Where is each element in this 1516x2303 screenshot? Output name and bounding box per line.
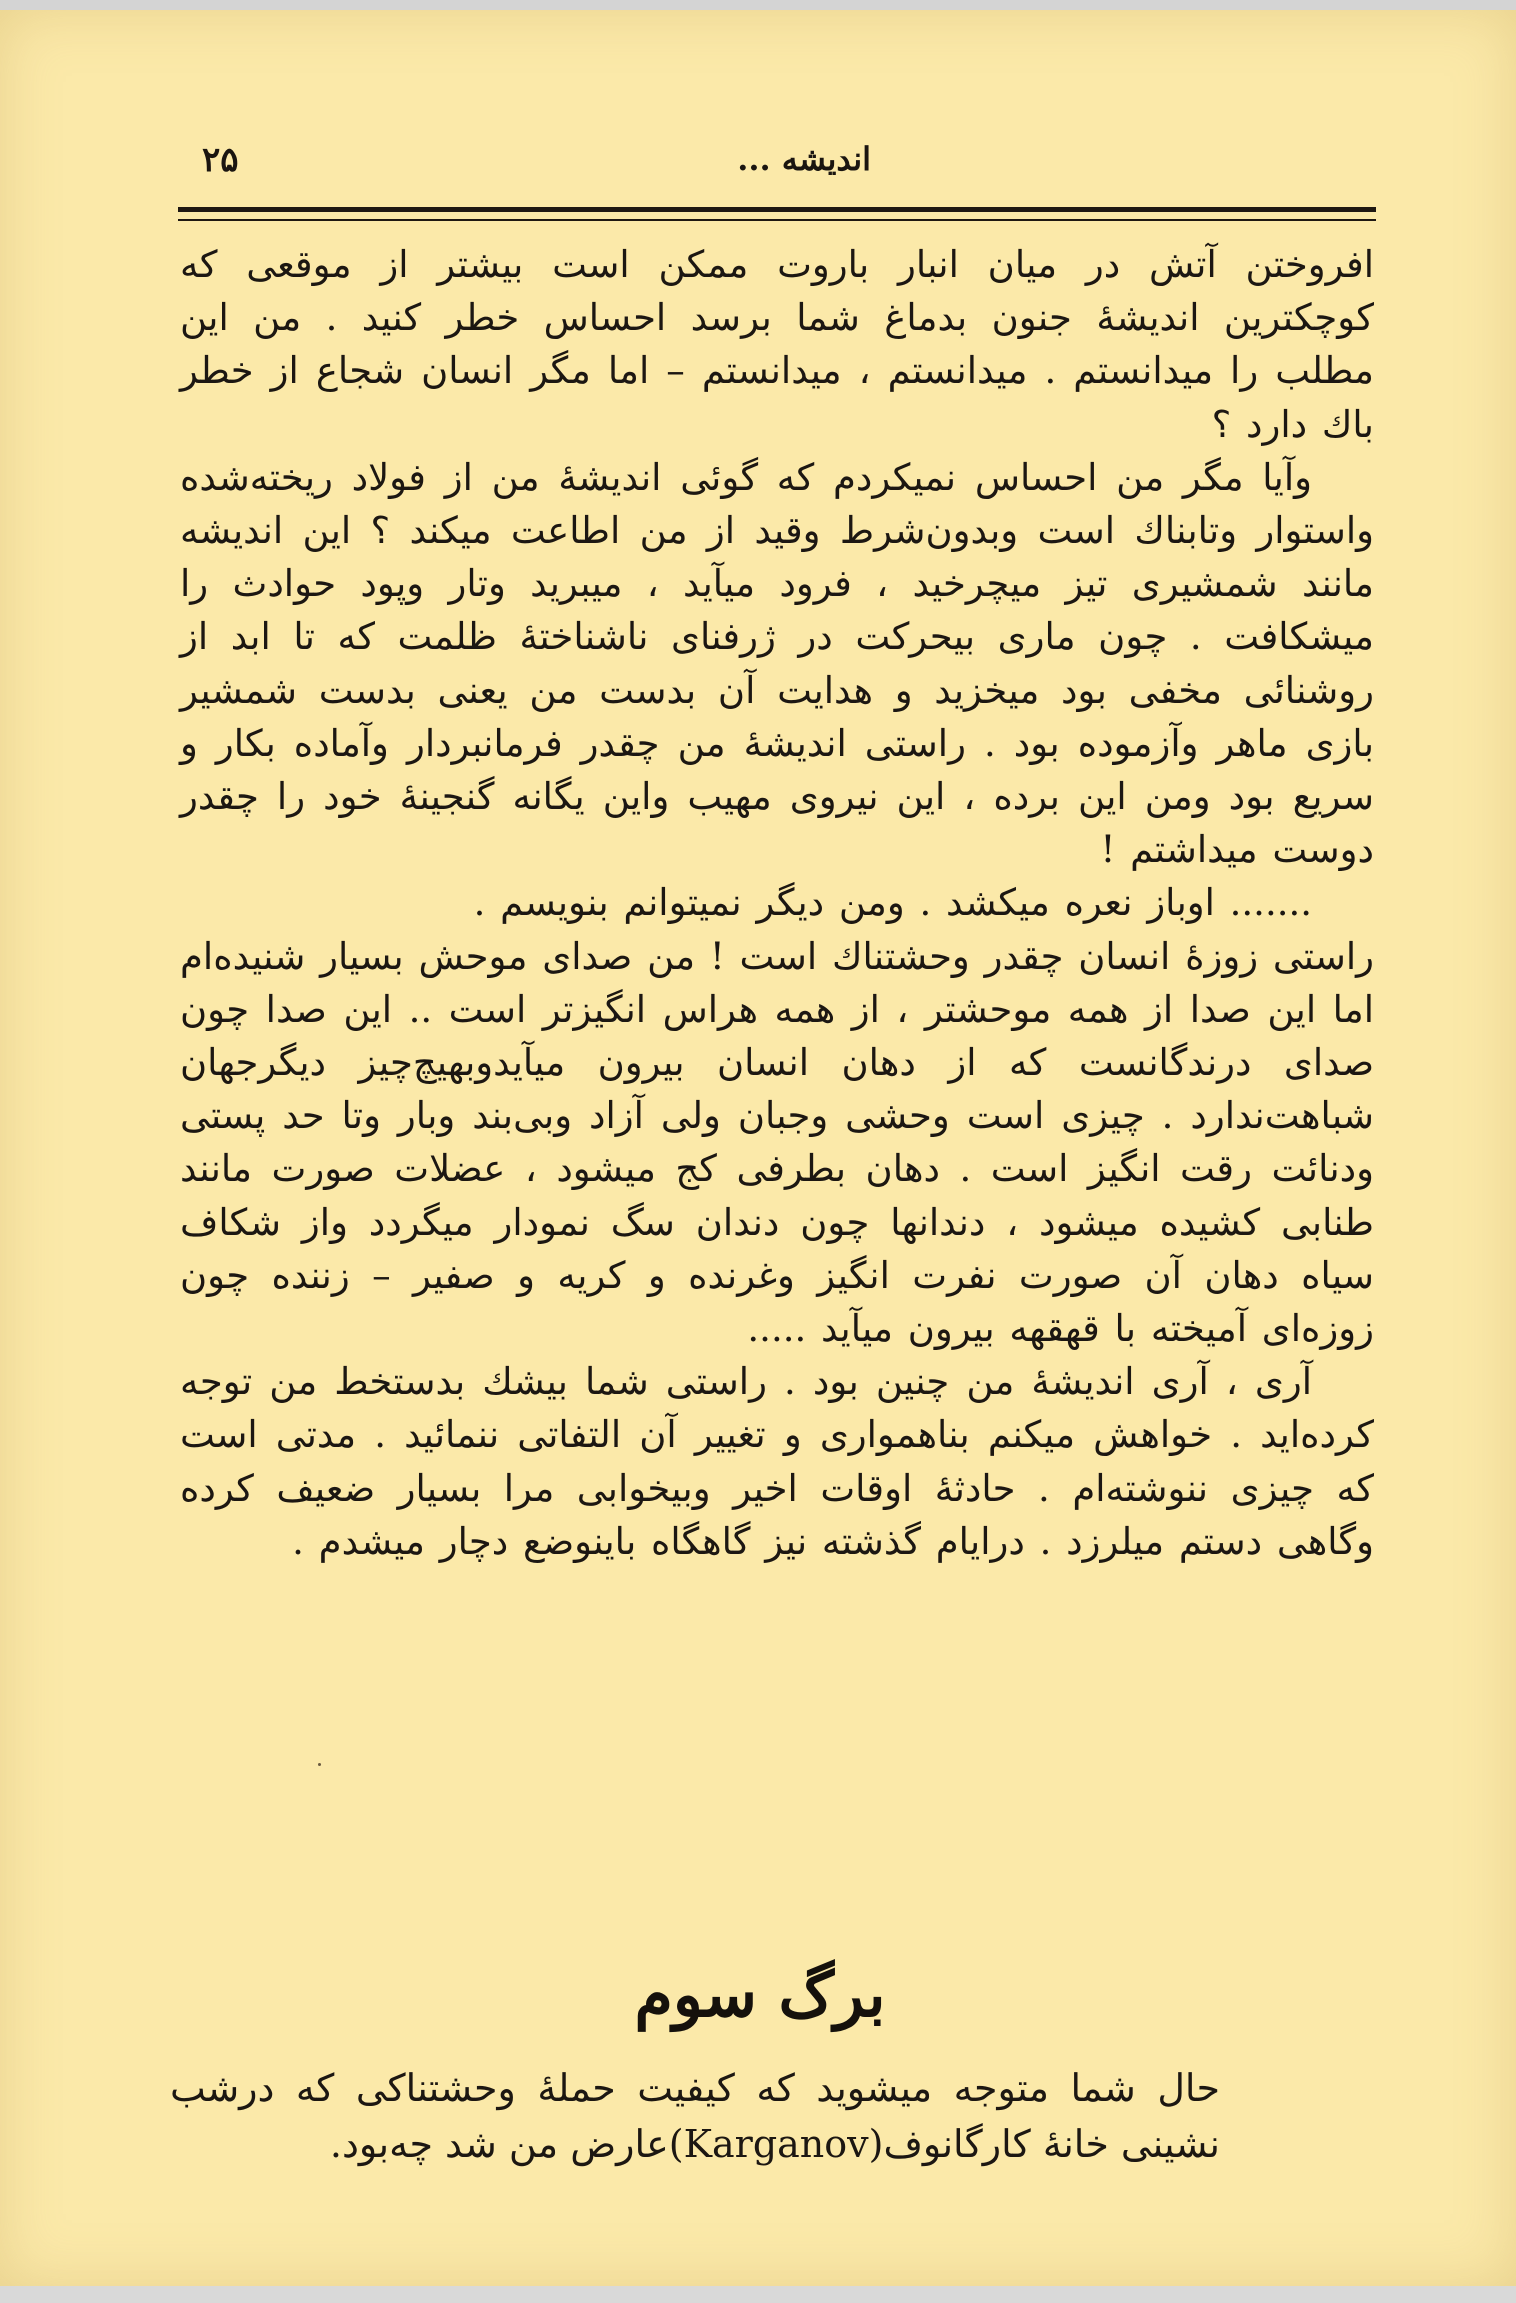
ink-speck (318, 1763, 321, 1766)
header-rule-thin (178, 219, 1376, 221)
scan-border-bottom (0, 2286, 1516, 2303)
paragraph: حال شما متوجه میشوید که کیفیت حملهٔ وحشتناکی که درشب نشینی خانهٔ کارگانوف(Karganov)عارض من شد چه‌بود. (170, 2066, 1220, 2166)
paragraph: ....... اوباز نعره میکشد . ومن دیگر نمیتوانم بنویسم . (473, 881, 1312, 925)
paragraph: آری ، آری اندیشهٔ من چنین بود . راستی شما بیشك بدستخط من توجه کرده‌اید . خواهش میکنم بناهمواری و تغییر آن التفاتی ننمائید . مدتی است که چیزی ننوشته‌ام . حادثهٔ اوقات اخیر وبیخوابی مرا بسیار ضعیف کرده وگاهی دستم میلرزد . درایام گذشته نیز گاهگاه باینوضع دچار میشدم . (180, 1360, 1374, 1563)
body-text (180, 238, 1374, 1568)
paragraph: افروختن آتش در میان انبار باروت ممکن است بیشتر از موقعی که کوچکترین اندیشهٔ جنون بدماغ شما برسد احساس خطر کنید . من این مطلب را میدانستم . میدانستم ، میدانستم – اما مگر انسان شجاع از خطر باك دارد ؟ (180, 243, 1374, 446)
section-text (170, 2060, 1220, 2172)
paragraph: وآیا مگر من احساس نمیکردم که گوئی اندیشهٔ من از فولاد ریخته‌شده واستوار وتابناك است وبدون‌شرط وقید از من اطاعت میکند ؟ این اندیشه مانند شمشیری تیز میچرخید ، فرود میآید ، میبرید وتار وپود حوادث را میشکافت . چون ماری بیحرکت در ژرفنای ناشناختهٔ ظلمت که تا ابد از روشنائی مخفی بود میخزید و هدایت آن بدست من یعنی بدست شمشیر بازی ماهر وآزموده بود . راستی اندیشهٔ من چقدر فرمانبردار وآماده بکار و سریع بود ومن این برده ، این نیروی مهیب واین یگانه گنجینهٔ خود را چقدر دوست میداشتم ! (180, 455, 1374, 872)
paragraph: راستی زوزهٔ انسان چقدر وحشتناك است ! من صدای موحش بسیار شنیده‌ام اما این صدا از همه موحشتر ، از همه هراس انگیزتر است .. این صدا چون صدای درندگانست که از دهان انسان بیرون میآیدوبهیچ‌چیز دیگرجهان شباهت‌ندارد . چیزی است وحشی وجبان ولی آزاد وبی‌بند وبار وتا حد پستی ودنائت رقت انگیز است . دهان بطرفی کج میشود ، عضلات صورت مانند طنابی کشیده میشود ، دندانها چون دندان سگ نمودار میگردد واز شکاف سیاه دهان آن صورت نفرت انگیز وغرنده و کریه و صفیر – زننده چون زوزه‌ای آمیخته با قهقهه بیرون میآید ..... (180, 934, 1374, 1351)
page-number: ۲۵ (202, 140, 239, 180)
scan-border-top (0, 0, 1516, 10)
page-header (178, 138, 1376, 198)
section-title: برگ سوم (634, 1958, 886, 2031)
running-title: اندیشه ... (737, 140, 871, 178)
header-rule-thick (178, 207, 1376, 212)
